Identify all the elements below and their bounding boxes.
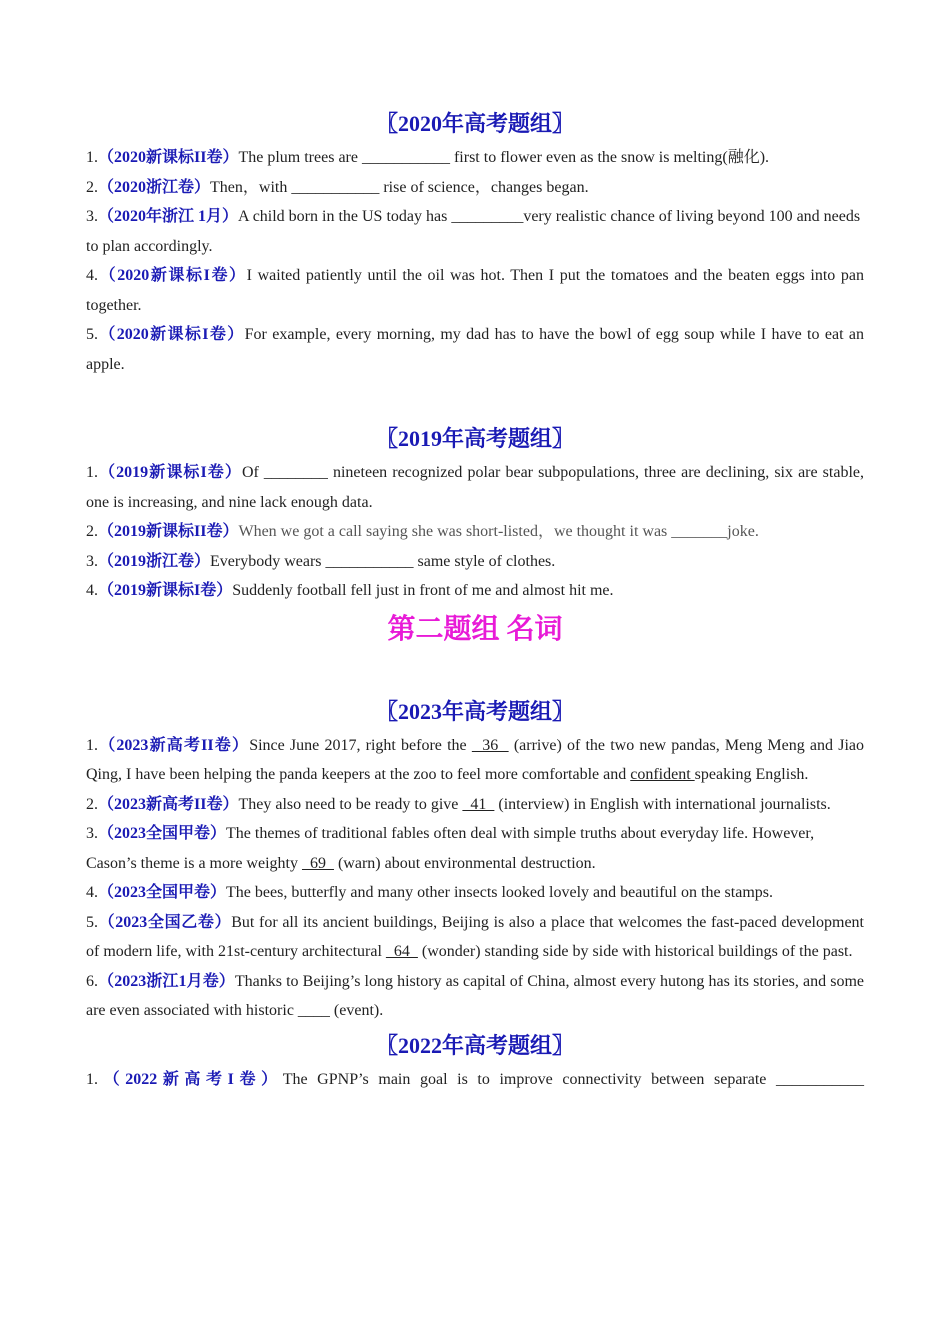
question-2023-1: 1.（2023新高考II卷）Since June 2017, right before the 36 (arrive) of the two new pandas, Meng Meng and Jiao Qing, I have been helping the panda keepers at the zoo to feel more comfortable and confident speaking English. [86,736,865,783]
question-2020-2: 2.（2020浙江卷）Then，with ___________ rise of science，changes began. [86,178,589,196]
group-title-2022: 〖2022年高考题组〗 [375,1032,574,1058]
group-title-2020: 〖2020年高考题组〗 [375,111,574,136]
question-2020-4: 4.（2020新课标I卷）I waited patiently until the oil was hot. Then I put the tomatoes and the beaten eggs into pan together. [86,267,865,314]
group-title-2023: 〖2023年高考题组〗 [375,698,574,724]
question-2019-2: 2.（2019新课标II卷）When we got a call saying she was short-listed，we thought it was _______joke. [86,523,759,540]
question-2020-1: 1.（2020新课标II卷）The plum trees are ___________ first to flower even as the snow is melting(融化). [86,149,770,166]
question-2020-3: 3.（2020年浙江 1月）A child born in the US today has _________very realistic chance of living beyond 100 and needs to plan accordingly. [86,208,861,255]
section-title-nouns: 第二题组 名词 [387,613,563,645]
question-2020-5: 5.（2020新课标I卷）For example, every morning, my dad has to have the bowl of egg soup while I have to eat an apple. [86,326,865,373]
question-2023-6: 6.（2023浙江1月卷）Thanks to Beijing’s long history as capital of China, almost every hutong has its stories, and some are even associated with historic ____ (event). [86,972,864,1019]
question-2023-4: 4.（2023全国甲卷）The bees, butterfly and many other insects looked lovely and beautiful on the stamps. [86,884,773,901]
document-page [86,110,864,1094]
question-2023-3: 3.（2023全国甲卷）The themes of traditional fables often deal with simple truths about everyday life. However, Cason’s theme is a more weighty 69 (warn) about environmental destruction. [86,825,815,872]
question-2019-4: 4.（2019新课标I卷）Suddenly football fell just in front of me and almost hit me. [86,582,614,599]
question-2022-1: 1.（2022新高考I卷）The GPNP’s main goal is to improve connectivity between separate ___________ [86,1070,864,1088]
question-2023-2: 2.（2023新高考II卷）They also need to be ready to give 41 (interview) in English with international journalists. [86,795,831,813]
question-2019-3: 3.（2019浙江卷）Everybody wears ___________ same style of clothes. [86,552,556,570]
group-title-2019: 〖2019年高考题组〗 [375,426,574,451]
question-2023-5: 5.（2023全国乙卷）But for all its ancient buildings, Beijing is also a place that welcomes the fast-paced development of modern life, with 21st-century architectural 64 (wonder) standing side by side with historical buildings of the past. [86,913,864,960]
question-2019-1: 1.（2019新课标I卷）Of ________ nineteen recognized polar bear subpopulations, three are declining, six are stable, one is increasing, and nine lack enough data. [86,464,864,511]
